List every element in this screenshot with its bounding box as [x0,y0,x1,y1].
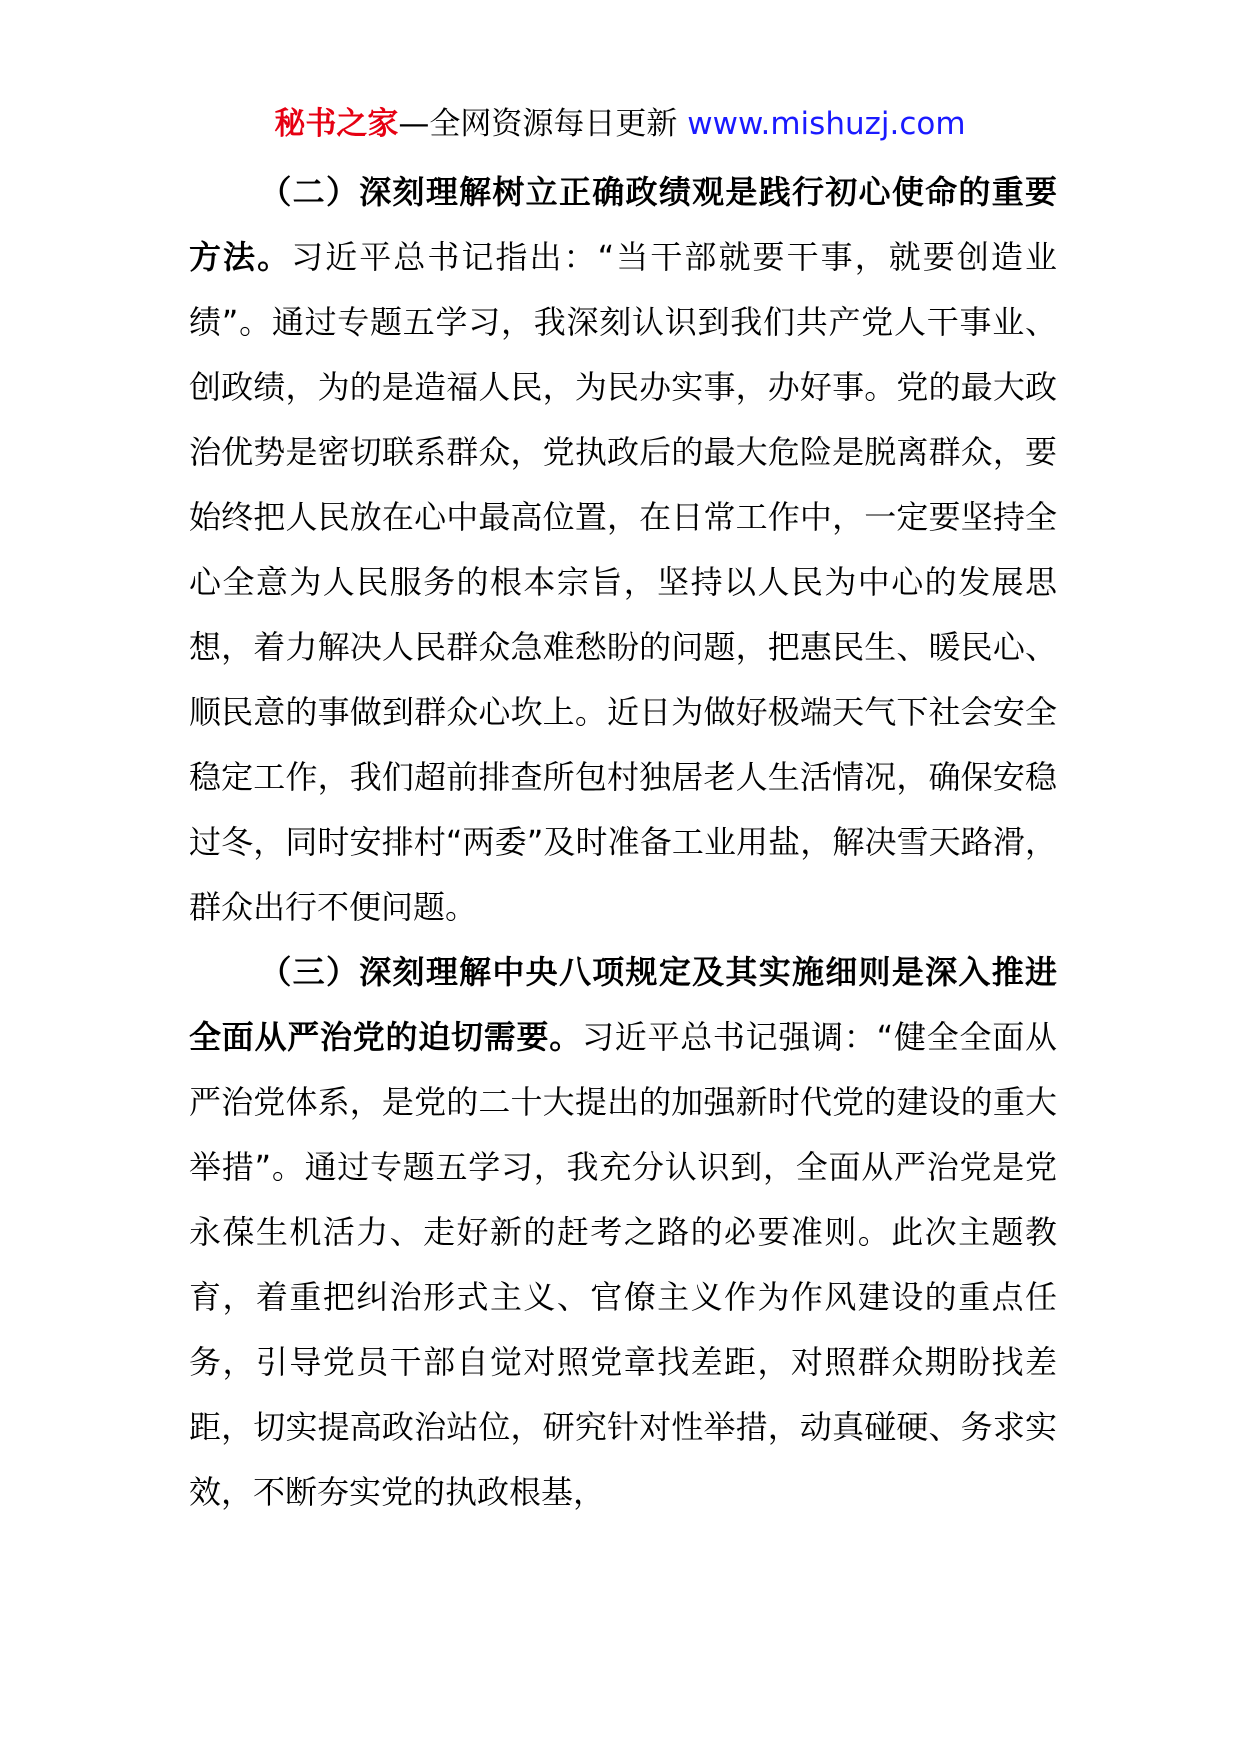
paragraph-section-2 [189,160,1057,940]
section-3-text: 习近平总书记强调：“健全全面从严治党体系，是党的二十大提出的加强新时代党的建设的重大举措”。通过专题五学习，我充分认识到，全面从严治党是党永葆生机活力、走好新的赶考之路的必要准则。此次主题教育，着重把纠治形式主义、官僚主义作为作风建设的重点任务，引导党员干部自觉对照党章找差距，对照群众期盼找差距，切实提高政治站位，研究针对性举措，动真碰硬、务求实效，不断夯实党的执政根基， [189,1018,1057,1511]
site-url-link[interactable]: www.mishuzj.com [687,106,966,142]
section-3-heading: （三）深刻理解中央八项规定及其实施细则是深入推进全面从严治党的迫切需要。 [189,953,1057,1056]
section-2-text: 习近平总书记指出：“当干部就要干事，就要创造业绩”。通过专题五学习，我深刻认识到我们共产党人干事业、创政绩，为的是造福人民，为民办实事，办好事。党的最大政治优势是密切联系群众，党执政后的最大危险是脱离群众，要始终把人民放在心中最高位置，在日常工作中，一定要坚持全心全意为人民服务的根本宗旨，坚持以人民为中心的发展思想，着力解决人民群众急难愁盼的问题，把惠民生、暖民心、顺民意的事做到群众心坎上。近日为做好极端天气下社会安全稳定工作，我们超前排查所包村独居老人生活情况，确保安稳过冬，同时安排村“两委”及时准备工业用盐，解决雪天路滑，群众出行不便问题。 [189,238,1057,926]
site-tagline: —全网资源每日更新 [398,106,688,142]
document-body [189,160,1057,1525]
section-2-heading: （二）深刻理解树立正确政绩观是践行初心使命的重要方法。 [189,173,1057,276]
site-header [0,100,1240,148]
site-brand: 秘书之家 [274,106,399,142]
paragraph-section-3 [189,940,1057,1525]
